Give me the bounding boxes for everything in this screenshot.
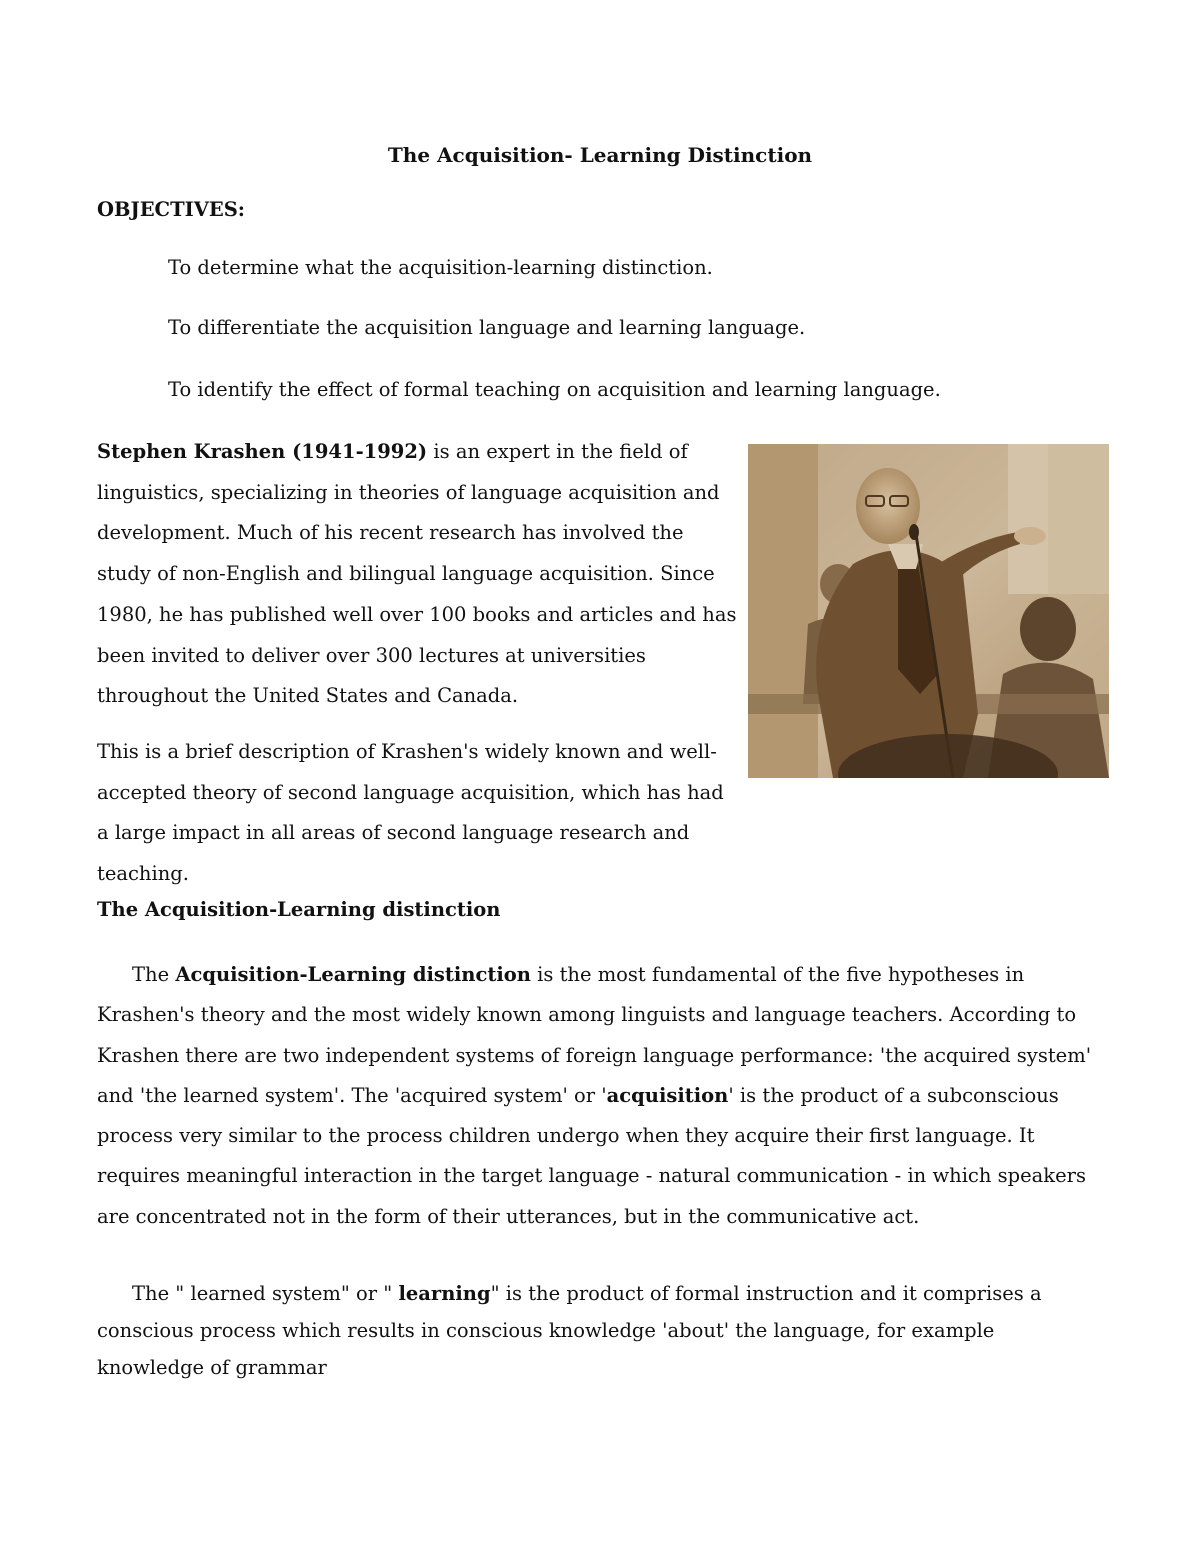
intro-paragraph bbox=[97, 432, 737, 717]
objectives-heading: OBJECTIVES: bbox=[97, 198, 245, 221]
text-run: is the most fundamental of the five hypotheses in Krashen's theory and the most widely known among linguists and language teachers. According to Krashen there are two independent systems of foreign language performance: 'the acquired system' and 'the learned system'. The 'acquired system' or ' bbox=[97, 963, 1092, 1107]
objective-item: To identify the effect of formal teaching on acquisition and learning language. bbox=[168, 378, 941, 401]
text-run: The bbox=[132, 963, 176, 986]
bold-term: learning bbox=[398, 1282, 491, 1305]
krashen-name: Stephen Krashen (1941-1992) bbox=[97, 440, 428, 463]
krashen-photo bbox=[748, 444, 1109, 778]
intro-text: is an expert in the field of linguistics, specializing in theories of language acquisition and development. Much of his recent research has involved the study of non-English and bilingual language acquisition. Since 1980, he has published well over 100 books and articles and has been invited to deliver over 300 lectures at universities throughout the United States and Canada. bbox=[97, 440, 737, 708]
text-run: The " learned system" or " bbox=[132, 1282, 399, 1305]
section-heading: The Acquisition-Learning distinction bbox=[97, 898, 501, 921]
bold-term: acquisition bbox=[606, 1083, 729, 1107]
body-paragraph bbox=[97, 1275, 1107, 1386]
body-paragraph bbox=[97, 955, 1107, 1237]
text-run: ' is the product of a subconscious process very similar to the process children undergo when they acquire their first language. It requires meaningful interaction in the target language - natural communication - in which speakers are concentrated not in the form of their utterances, but in the communicative act. bbox=[97, 1083, 1086, 1228]
text-run: " is the product of formal instruction and it comprises a conscious process which results in conscious knowledge 'about' the language, for example knowledge of grammar bbox=[97, 1282, 1042, 1379]
description-paragraph: This is a brief description of Krashen's widely known and well-accepted theory of second language acquisition, which has had a large impact in all areas of second language research and teaching. bbox=[97, 740, 724, 886]
bold-term: Acquisition-Learning distinction bbox=[175, 963, 531, 986]
objective-item: To determine what the acquisition-learning distinction. bbox=[168, 256, 713, 279]
objective-item: To differentiate the acquisition language and learning language. bbox=[168, 316, 806, 339]
document-title: The Acquisition- Learning Distinction bbox=[387, 143, 813, 167]
